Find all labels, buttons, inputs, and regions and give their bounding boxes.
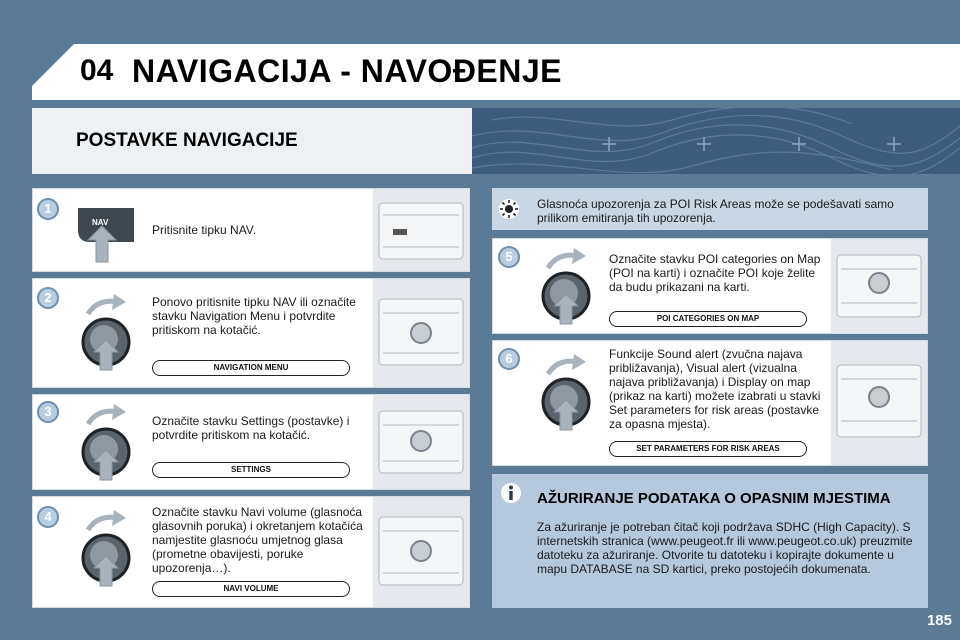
note-text: Glasnoća upozorenja za POI Risk Areas može se podešavati samo prilikom emitiranja tih upozorenja. [537,197,894,225]
info-title: AŽURIRANJE PODATAKA O OPASNIM MJESTIMA [537,490,891,507]
nav-button-graphic [70,200,140,271]
radio-unit-thumbnail [373,279,469,387]
radio-unit-thumbnail [373,189,469,271]
step-3-number: 3 [37,401,59,423]
step-2-number: 2 [37,287,59,309]
topographic-map-graphic [472,108,960,174]
radio-unit-thumbnail [831,341,927,465]
step-4-text: Označite stavku Navi volume (glasnoća glasovnih poruka) i okretanjem kotačića namjestite glasnoću umjetnog glasa (prometne obavijesti, poruke upozorenja…). [152,505,363,575]
chapter-number: 04 [80,54,114,87]
menu-label-navi-volume: NAVI VOLUME [152,581,350,597]
rotary-knob-graphic [80,402,140,487]
rotary-knob-graphic [80,292,140,377]
rotary-knob-graphic [540,246,600,331]
step-6-number: 6 [498,348,520,370]
menu-label-set-parameters: SET PARAMETERS FOR RISK AREAS [609,441,807,457]
step-3-text: Označite stavku Settings (postavke) i potvrdite pritiskom na kotačić. [152,414,350,442]
radio-unit-thumbnail [373,395,469,489]
rotary-knob-graphic [540,352,600,437]
menu-label-poi-categories: POI CATEGORIES ON MAP [609,311,807,327]
step-5-text: Označite stavku POI categories on Map (POI na karti) i označite POI koje želite da budu prikazani na karti. [609,252,821,294]
page-title: NAVIGACIJA - NAVOĐENJE [132,53,563,89]
radio-unit-thumbnail [831,239,927,333]
nav-button-label: NAV [92,218,109,227]
menu-label-settings: SETTINGS [152,462,350,478]
step-5-number: 5 [498,246,520,268]
menu-label-navigation-menu: NAVIGATION MENU [152,360,350,376]
info-icon [500,482,522,504]
step-6-text: Funkcije Sound alert (zvučna najava približavanja), Visual alert (vizualna najava približavanja) i Display on map (prikaz na karti) možete izabrati u stavki Set parameters for risk areas (postavke za opasna mjesta). [609,347,821,431]
section-title: POSTAVKE NAVIGACIJE [76,130,298,151]
sun-icon [498,198,520,220]
rotary-knob-graphic [80,508,140,593]
step-4-number: 4 [37,506,59,528]
step-1-text: Pritisnite tipku NAV. [152,223,257,237]
step-1-number: 1 [37,198,59,220]
info-text: Za ažuriranje je potreban čitač koji podržava SDHC (High Capacity). S internetskih stranica (www.peugeot.fr ili www.peugeot.co.uk) preuzmite datoteku za ažuriranje. Otvorite tu datoteku i kopirajte dokumente u mapu DATABASE na SD kartici, preko postojećih dokumenata. [537,520,913,576]
radio-unit-thumbnail [373,497,469,607]
step-2-text: Ponovo pritisnite tipku NAV ili označite stavku Navigation Menu i potvrdite pritiskom na kotačić. [152,295,356,337]
page-number: 185 [926,612,952,629]
